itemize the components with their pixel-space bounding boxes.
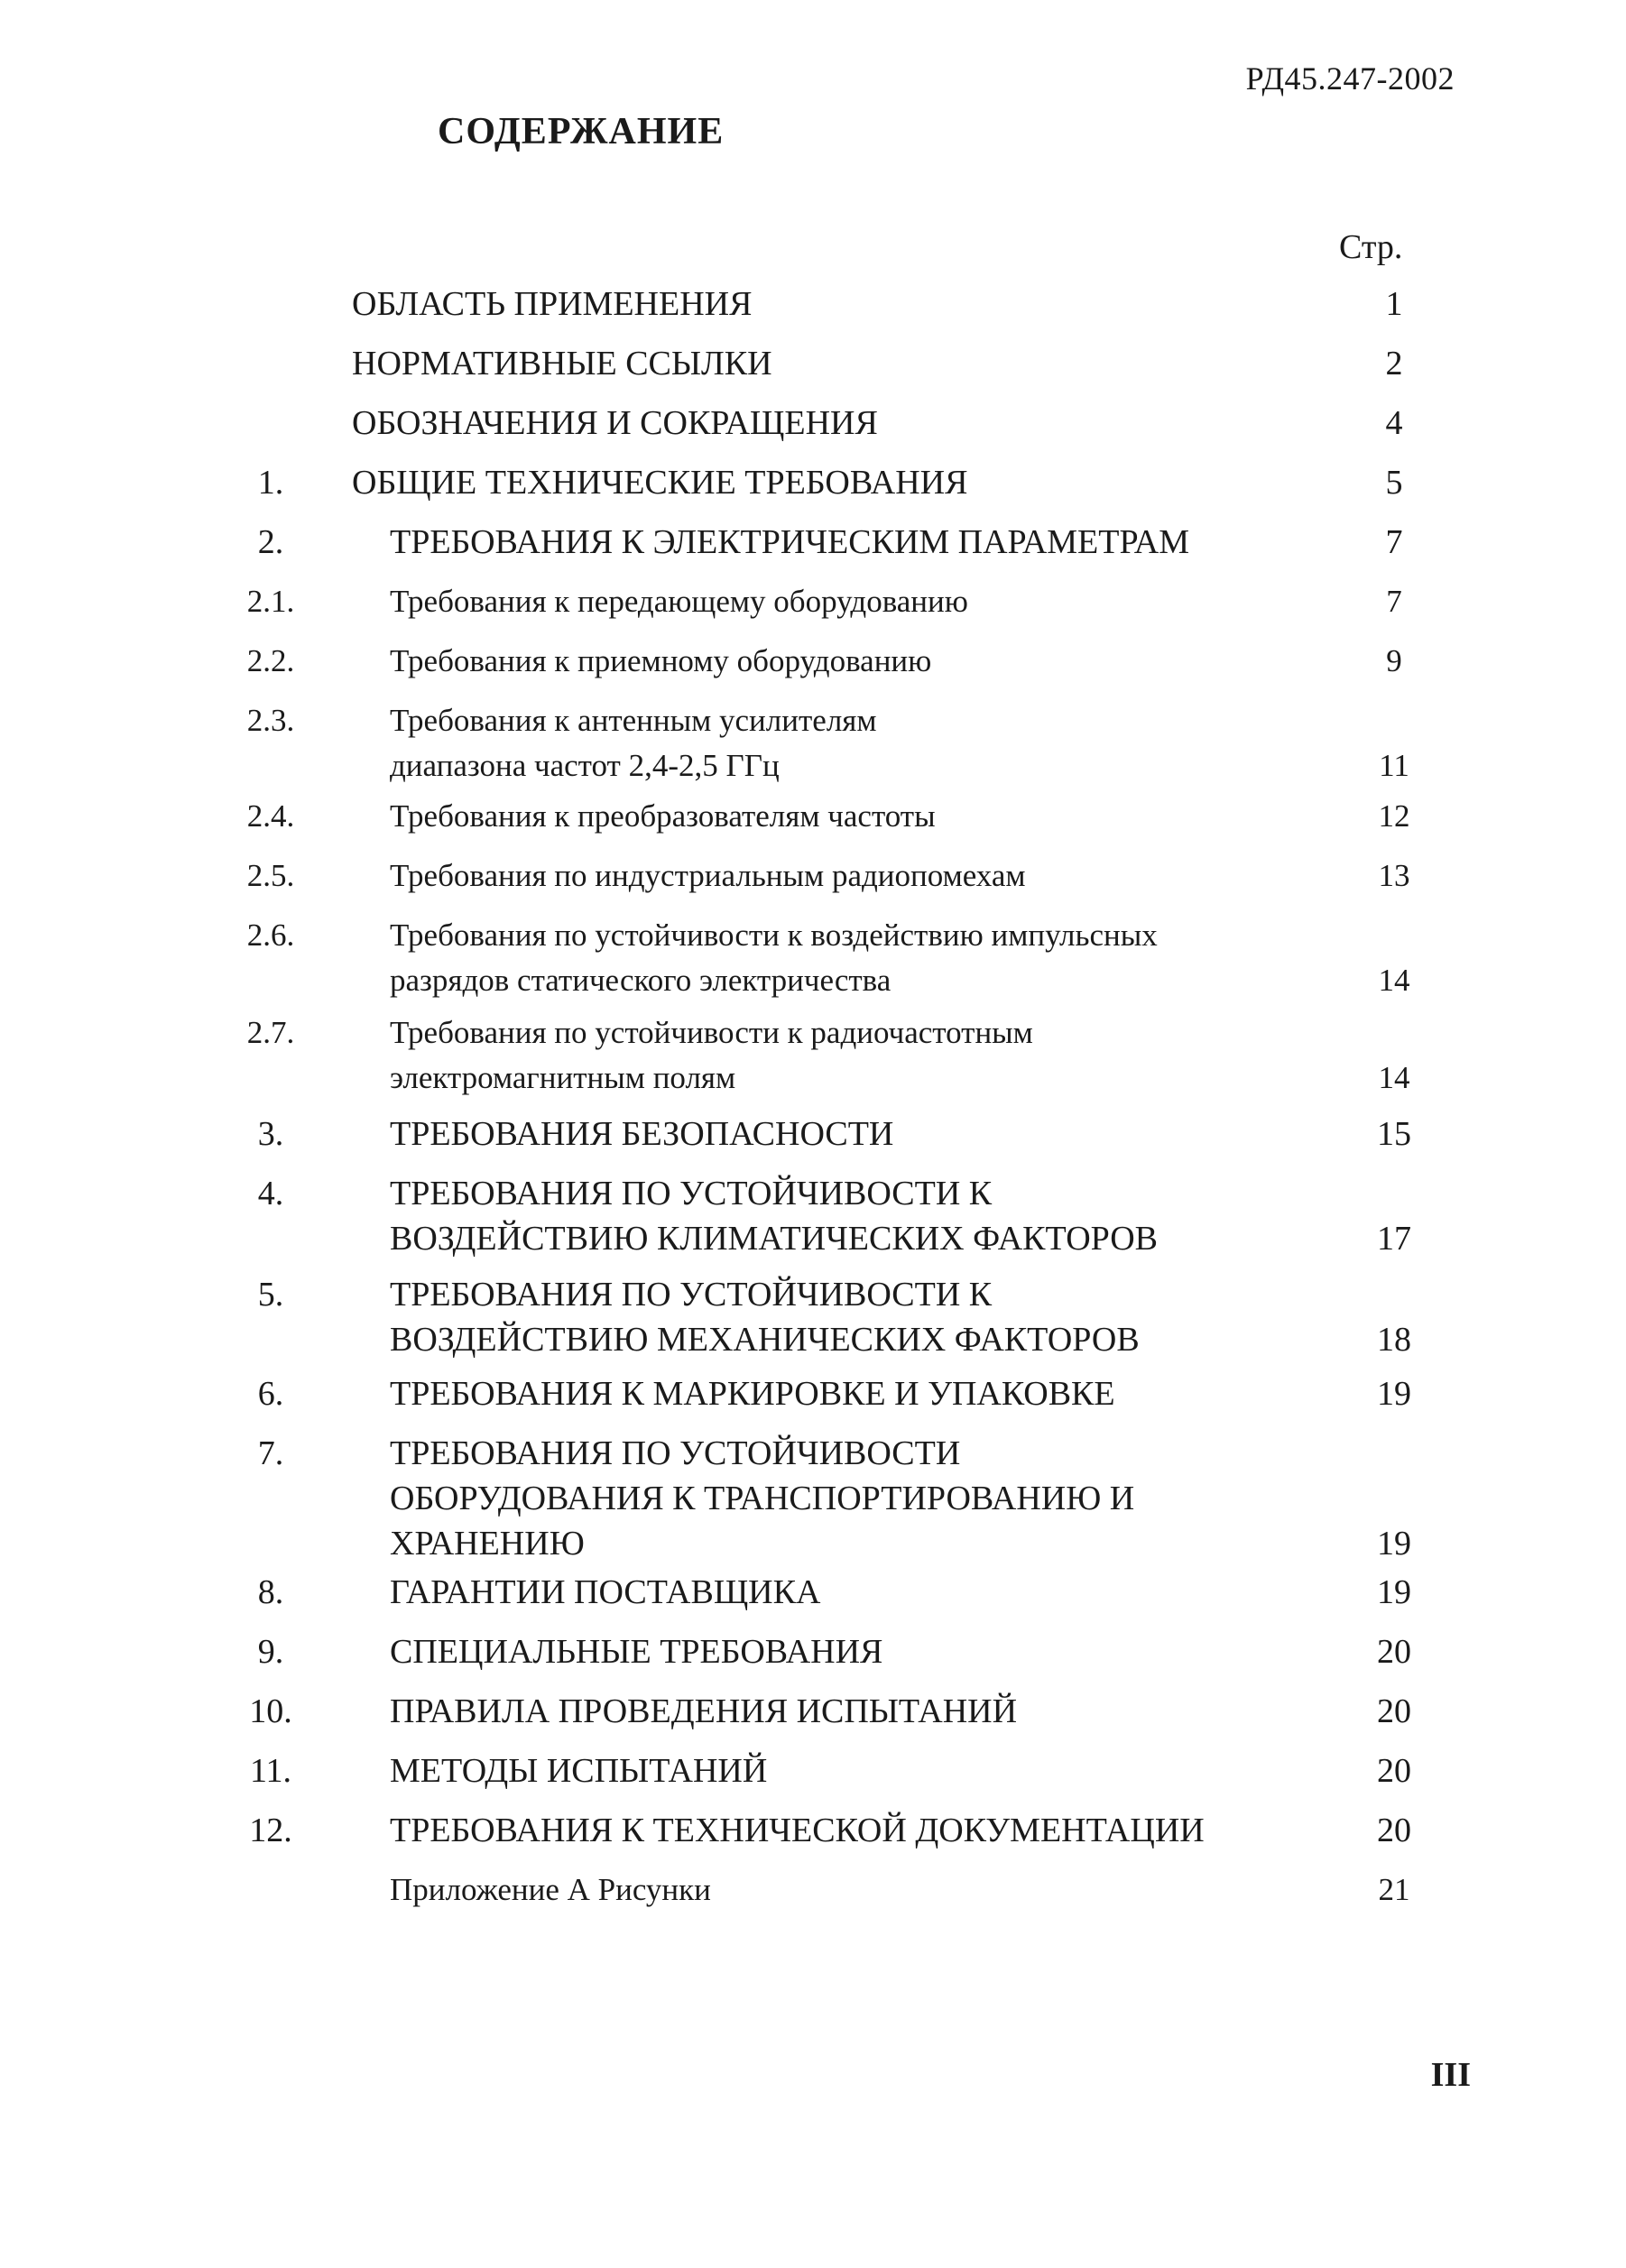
toc-entry-number: 2.3. [246, 703, 295, 738]
toc-entry-line: ОБОРУДОВАНИЯ К ТРАНСПОРТИРОВАНИЮ И [390, 1480, 1135, 1517]
toc-entry-title [390, 1748, 767, 1793]
toc-entry-title [390, 794, 936, 839]
toc-entry-line: ТРЕБОВАНИЯ К МАРКИРОВКЕ И УПАКОВКЕ [390, 1375, 1115, 1413]
toc-entry-line: Требования по индустриальным радиопомехам [390, 858, 1026, 893]
toc-entry-line: ТРЕБОВАНИЯ БЕЗОПАСНОСТИ [390, 1115, 894, 1153]
toc-entry-number: 4. [257, 1175, 284, 1212]
toc-entry-line: Требования к преобразователям частоты [390, 798, 936, 834]
toc-entry-number: 3. [257, 1115, 284, 1153]
toc-entry-number: 2.1. [246, 584, 295, 619]
toc-entry-line: диапазона частот 2,4-2,5 ГГц [390, 748, 780, 783]
toc-entry-line: Требования к антенным усилителям [390, 703, 877, 738]
toc-entry-line: Требования к передающему оборудованию [390, 584, 968, 619]
toc-entry-line: разрядов статического электричества [390, 963, 892, 998]
toc-entry-number: 12. [249, 1812, 292, 1849]
page-column-label: Стр. [1339, 228, 1403, 266]
toc-entry-number: 9. [257, 1633, 284, 1671]
toc-entry-line: ОБОЗНАЧЕНИЯ И СОКРАЩЕНИЯ [352, 404, 878, 442]
toc-entry-number: 5. [257, 1276, 284, 1314]
toc-entry-title [390, 1272, 1140, 1362]
toc-entry-page: 14 [1378, 963, 1410, 998]
toc-entry-line: Требования по устойчивости к воздействию импульсных [390, 917, 1158, 953]
toc-entry-line: НОРМАТИВНЫЕ ССЫЛКИ [352, 345, 772, 383]
toc-entry-number: 1. [257, 464, 284, 502]
toc-entry-page: 9 [1386, 643, 1402, 678]
toc-entry-title [390, 520, 1189, 565]
toc-entry-page: 11 [1379, 748, 1409, 783]
toc-entry-title [390, 1010, 1033, 1101]
toc-entry-line: ОБЩИЕ ТЕХНИЧЕСКИЕ ТРЕБОВАНИЯ [352, 464, 968, 502]
toc-entry-line: ВОЗДЕЙСТВИЮ КЛИМАТИЧЕСКИХ ФАКТОРОВ [390, 1220, 1159, 1258]
toc-entry-title [390, 1808, 1205, 1853]
toc-entry-title [390, 1570, 820, 1615]
toc-entry-page: 18 [1377, 1321, 1411, 1359]
toc-entry-title [390, 1689, 1017, 1734]
toc-entry-line: ТРЕБОВАНИЯ ПО УСТОЙЧИВОСТИ К [390, 1276, 993, 1314]
toc-entry-title [390, 1111, 893, 1157]
document-number: РД45.247-2002 [1245, 60, 1455, 97]
toc-entry-title [352, 281, 752, 327]
toc-entry-line: ОБЛАСТЬ ПРИМЕНЕНИЯ [352, 285, 753, 323]
toc-entry-line: электромагнитным полям [390, 1060, 736, 1095]
toc-entry-number: 2.4. [246, 798, 295, 834]
toc-entry-line: ТРЕБОВАНИЯ К ТЕХНИЧЕСКОЙ ДОКУМЕНТАЦИИ [390, 1812, 1205, 1849]
toc-entry-line: ВОЗДЕЙСТВИЮ МЕХАНИЧЕСКИХ ФАКТОРОВ [390, 1321, 1140, 1359]
toc-entry-page: 13 [1378, 858, 1410, 893]
toc-entry-page: 14 [1378, 1060, 1410, 1095]
toc-entry-title [390, 1171, 1158, 1261]
toc-entry-number: 2.2. [246, 643, 295, 678]
toc-entry-line: ГАРАНТИИ ПОСТАВЩИКА [390, 1573, 821, 1611]
toc-entry-line: ТРЕБОВАНИЯ ПО УСТОЙЧИВОСТИ [390, 1434, 961, 1472]
toc-entry-title [390, 698, 877, 788]
toc-entry-number: 2.6. [246, 917, 295, 953]
toc-entry-number: 10. [249, 1692, 292, 1730]
toc-entry-page: 2 [1385, 345, 1403, 383]
toc-entry-title [352, 341, 772, 386]
toc-entry-number: 2.5. [246, 858, 295, 893]
toc-entry-line: Требования по устойчивости к радиочастотным [390, 1015, 1033, 1050]
toc-entry-page: 7 [1386, 584, 1402, 619]
toc-entry-line: ТРЕБОВАНИЯ ПО УСТОЙЧИВОСТИ К [390, 1175, 993, 1212]
toc-entry-page: 1 [1385, 285, 1403, 323]
toc-entry-page: 15 [1377, 1115, 1411, 1153]
page-number: III [1430, 2056, 1471, 2094]
toc-entry-line: МЕТОДЫ ИСПЫТАНИЙ [390, 1752, 768, 1790]
toc-entry-page: 20 [1377, 1633, 1411, 1671]
toc-entry-title [390, 579, 968, 624]
toc-entry-page: 4 [1385, 404, 1403, 442]
toc-entry-page: 20 [1377, 1812, 1411, 1849]
toc-entry-line: Приложение А Рисунки [390, 1872, 711, 1907]
toc-entry-title [390, 1431, 1134, 1566]
toc-entry-number: 6. [257, 1375, 284, 1413]
toc-entry-line: СПЕЦИАЛЬНЫЕ ТРЕБОВАНИЯ [390, 1633, 883, 1671]
toc-entry-number: 7. [257, 1434, 284, 1472]
toc-entry-page: 19 [1377, 1573, 1411, 1611]
toc-entry-page: 20 [1377, 1752, 1411, 1790]
toc-entry-number: 8. [257, 1573, 284, 1611]
toc-entry-title [352, 401, 878, 446]
toc-entry-title [390, 913, 1158, 1003]
toc-entry-line: Требования к приемному оборудованию [390, 643, 932, 678]
toc-entry-page: 19 [1377, 1375, 1411, 1413]
toc-entry-page: 5 [1385, 464, 1403, 502]
toc-entry-number: 2.7. [246, 1015, 295, 1050]
toc-entry-title [352, 460, 967, 505]
toc-entry-page: 19 [1377, 1525, 1411, 1563]
toc-entry-line: ТРЕБОВАНИЯ К ЭЛЕКТРИЧЕСКИМ ПАРАМЕТРАМ [390, 523, 1189, 561]
toc-entry-page: 12 [1378, 798, 1410, 834]
toc-entry-title [390, 853, 1026, 899]
page-title: СОДЕРЖАНИЕ [438, 111, 725, 152]
toc-entry-line: ХРАНЕНИЮ [390, 1525, 585, 1563]
toc-entry-title [390, 639, 931, 684]
toc-entry-page: 21 [1378, 1872, 1410, 1907]
toc-entry-title [390, 1867, 711, 1913]
toc-entry-page: 20 [1377, 1692, 1411, 1730]
toc-entry-page: 7 [1385, 523, 1403, 561]
toc-entry-title [390, 1371, 1115, 1416]
toc-entry-title [390, 1629, 882, 1674]
toc-entry-number: 11. [249, 1752, 292, 1790]
toc-entry-page: 17 [1377, 1220, 1411, 1258]
toc-entry-line: ПРАВИЛА ПРОВЕДЕНИЯ ИСПЫТАНИЙ [390, 1692, 1018, 1730]
toc-entry-number: 2. [257, 523, 284, 561]
